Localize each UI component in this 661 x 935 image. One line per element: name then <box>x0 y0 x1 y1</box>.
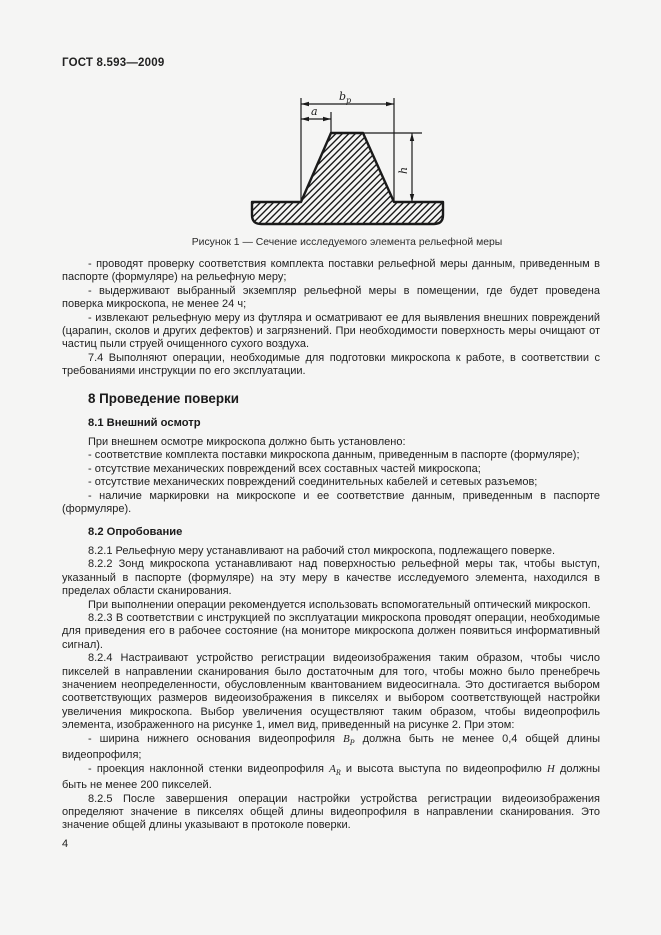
paragraph <box>62 463 600 476</box>
document-body <box>62 258 600 833</box>
dimension-label-h: h <box>397 166 410 174</box>
paragraph <box>62 793 600 833</box>
figure-caption: Рисунок 1 — Сечение исследуемого элемента рельефной меры <box>191 237 503 248</box>
section-heading <box>62 526 600 539</box>
paragraph <box>62 558 600 598</box>
standard-number-header: ГОСТ 8.593—2009 <box>62 57 165 69</box>
text-run: должны быть не менее 200 пикселей. <box>62 762 601 792</box>
paragraph <box>62 258 600 285</box>
text-run: - наличие маркировки на микроскопе и ее соответствие данным, приведенным в паспорте (формуляре). <box>62 489 600 516</box>
text-run: - выдерживают выбранный экземпляр рельефной меры в помещении, где будет проведена поверка микроскопа, не менее 24 ч; <box>62 284 600 311</box>
text-run: 8.2.4 Настраивают устройство регистрации видеоизображения таким образом, чтобы число пикселей в направлении сканирования было достаточным для того, чтобы можно было пренебречь значением неопределенности, обусловленным квантованием видеосигнала. Это достигается выбором соответствующих размеров видеоизображения в пикселях и выбором соответствующей настройки увеличения микроскопа. Выбор увеличения осуществляют таким образом, чтобы видеопрофиль элемента, изображенного на рисунке 1, имел вид, приведенный на рисунке 2. При этом: <box>62 652 600 732</box>
text-run: 8 Проведение поверки <box>88 390 239 406</box>
text-run: - ширина нижнего основания видеопрофиля <box>88 732 344 745</box>
text-run: - отсутствие механических повреждений соединительных кабелей и сетевых разъемов; <box>88 476 538 489</box>
dimension-h <box>410 133 414 202</box>
text-run: - извлекают рельефную меру из футляра и осматривают ее для выявления внешних повреждений (царапин, сколов и других дефектов) и загрязнений. При необходимости поверхность меры очищают от частиц пыли струей очищенного сухого воздуха. <box>62 311 600 351</box>
text-run: A <box>329 762 336 775</box>
paragraph <box>62 545 600 558</box>
text-run: 8.2.1 Рельефную меру устанавливают на рабочий стол микроскопа, подлежащего поверке. <box>88 544 556 557</box>
text-run: - проекция наклонной стенки видеопрофиля <box>88 762 330 775</box>
paragraph <box>62 285 600 312</box>
text-run: 7.4 Выполняют операции, необходимые для подготовки микроскопа к работе, в соответствии с требованиями инструкции по его эксплуатации. <box>62 351 600 378</box>
text-run: 8.2.5 После завершения операции настройки устройства регистрации видеоизображения определяют значение в пикселях общей длины видеопрофиля в направлении сканирования. Это значение общей длины указывают в протоколе поверки. <box>62 792 600 832</box>
text-run: При выполнении операции рекомендуется использовать вспомогательный оптический микроскоп. <box>88 598 591 611</box>
paragraph <box>62 312 600 352</box>
dimension-label-bp: $b_p$ <box>339 90 352 105</box>
paragraph <box>62 352 600 379</box>
text-run: - проводят проверку соответствия комплекта поставки рельефной меры данным, приведенным в паспорте (формуляре) на рельефную меру; <box>62 258 600 284</box>
text-run: 8.1 Внешний осмотр <box>88 416 201 429</box>
text-run: H <box>546 762 555 775</box>
page-number: 4 <box>62 838 69 850</box>
paragraph <box>62 476 600 489</box>
relief-measure-cross-section-drawing <box>245 88 465 236</box>
paragraph <box>62 599 600 612</box>
text-run: должна быть не менее 0,4 общей длины видеопрофиля; <box>62 732 600 762</box>
section-heading <box>62 391 600 407</box>
text-run: R <box>335 767 341 777</box>
paragraph <box>62 612 600 652</box>
paragraph <box>62 733 600 763</box>
paragraph <box>62 763 600 793</box>
text-run: B <box>343 732 350 745</box>
paragraph <box>62 490 600 517</box>
text-run: - соответствие комплекта поставки микроскопа данным, приведенным в паспорте (формуляре); <box>88 449 580 462</box>
text-run: - отсутствие механических повреждений всех составных частей микроскопа; <box>88 462 481 475</box>
paragraph <box>62 652 600 732</box>
section-heading <box>62 417 600 430</box>
text-run: 8.2 Опробование <box>88 525 183 538</box>
text-run: и высота выступа по видеопрофилю <box>340 762 547 775</box>
text-run: При внешнем осмотре микроскопа должно быть установлено: <box>88 436 406 449</box>
profile-shape <box>252 133 443 224</box>
figure-1 <box>245 88 465 236</box>
paragraph <box>62 449 600 462</box>
dimension-label-a: a <box>311 105 318 118</box>
paragraph <box>62 436 600 449</box>
text-run: 8.2.3 В соответствии с инструкцией по эксплуатации микроскопа проводят операции, необходимые для приведения его в рабочее состояние (на мониторе микроскопа должен появиться информативный сигнал). <box>62 611 600 651</box>
text-run: P <box>349 737 355 747</box>
text-run: 8.2.2 Зонд микроскопа устанавливают над поверхностью рельефной меры так, чтобы выступ, указанный в паспорте (формуляре) на эту меру в качестве исследуемого элемента, находился в пределах области сканирования. <box>62 558 600 598</box>
